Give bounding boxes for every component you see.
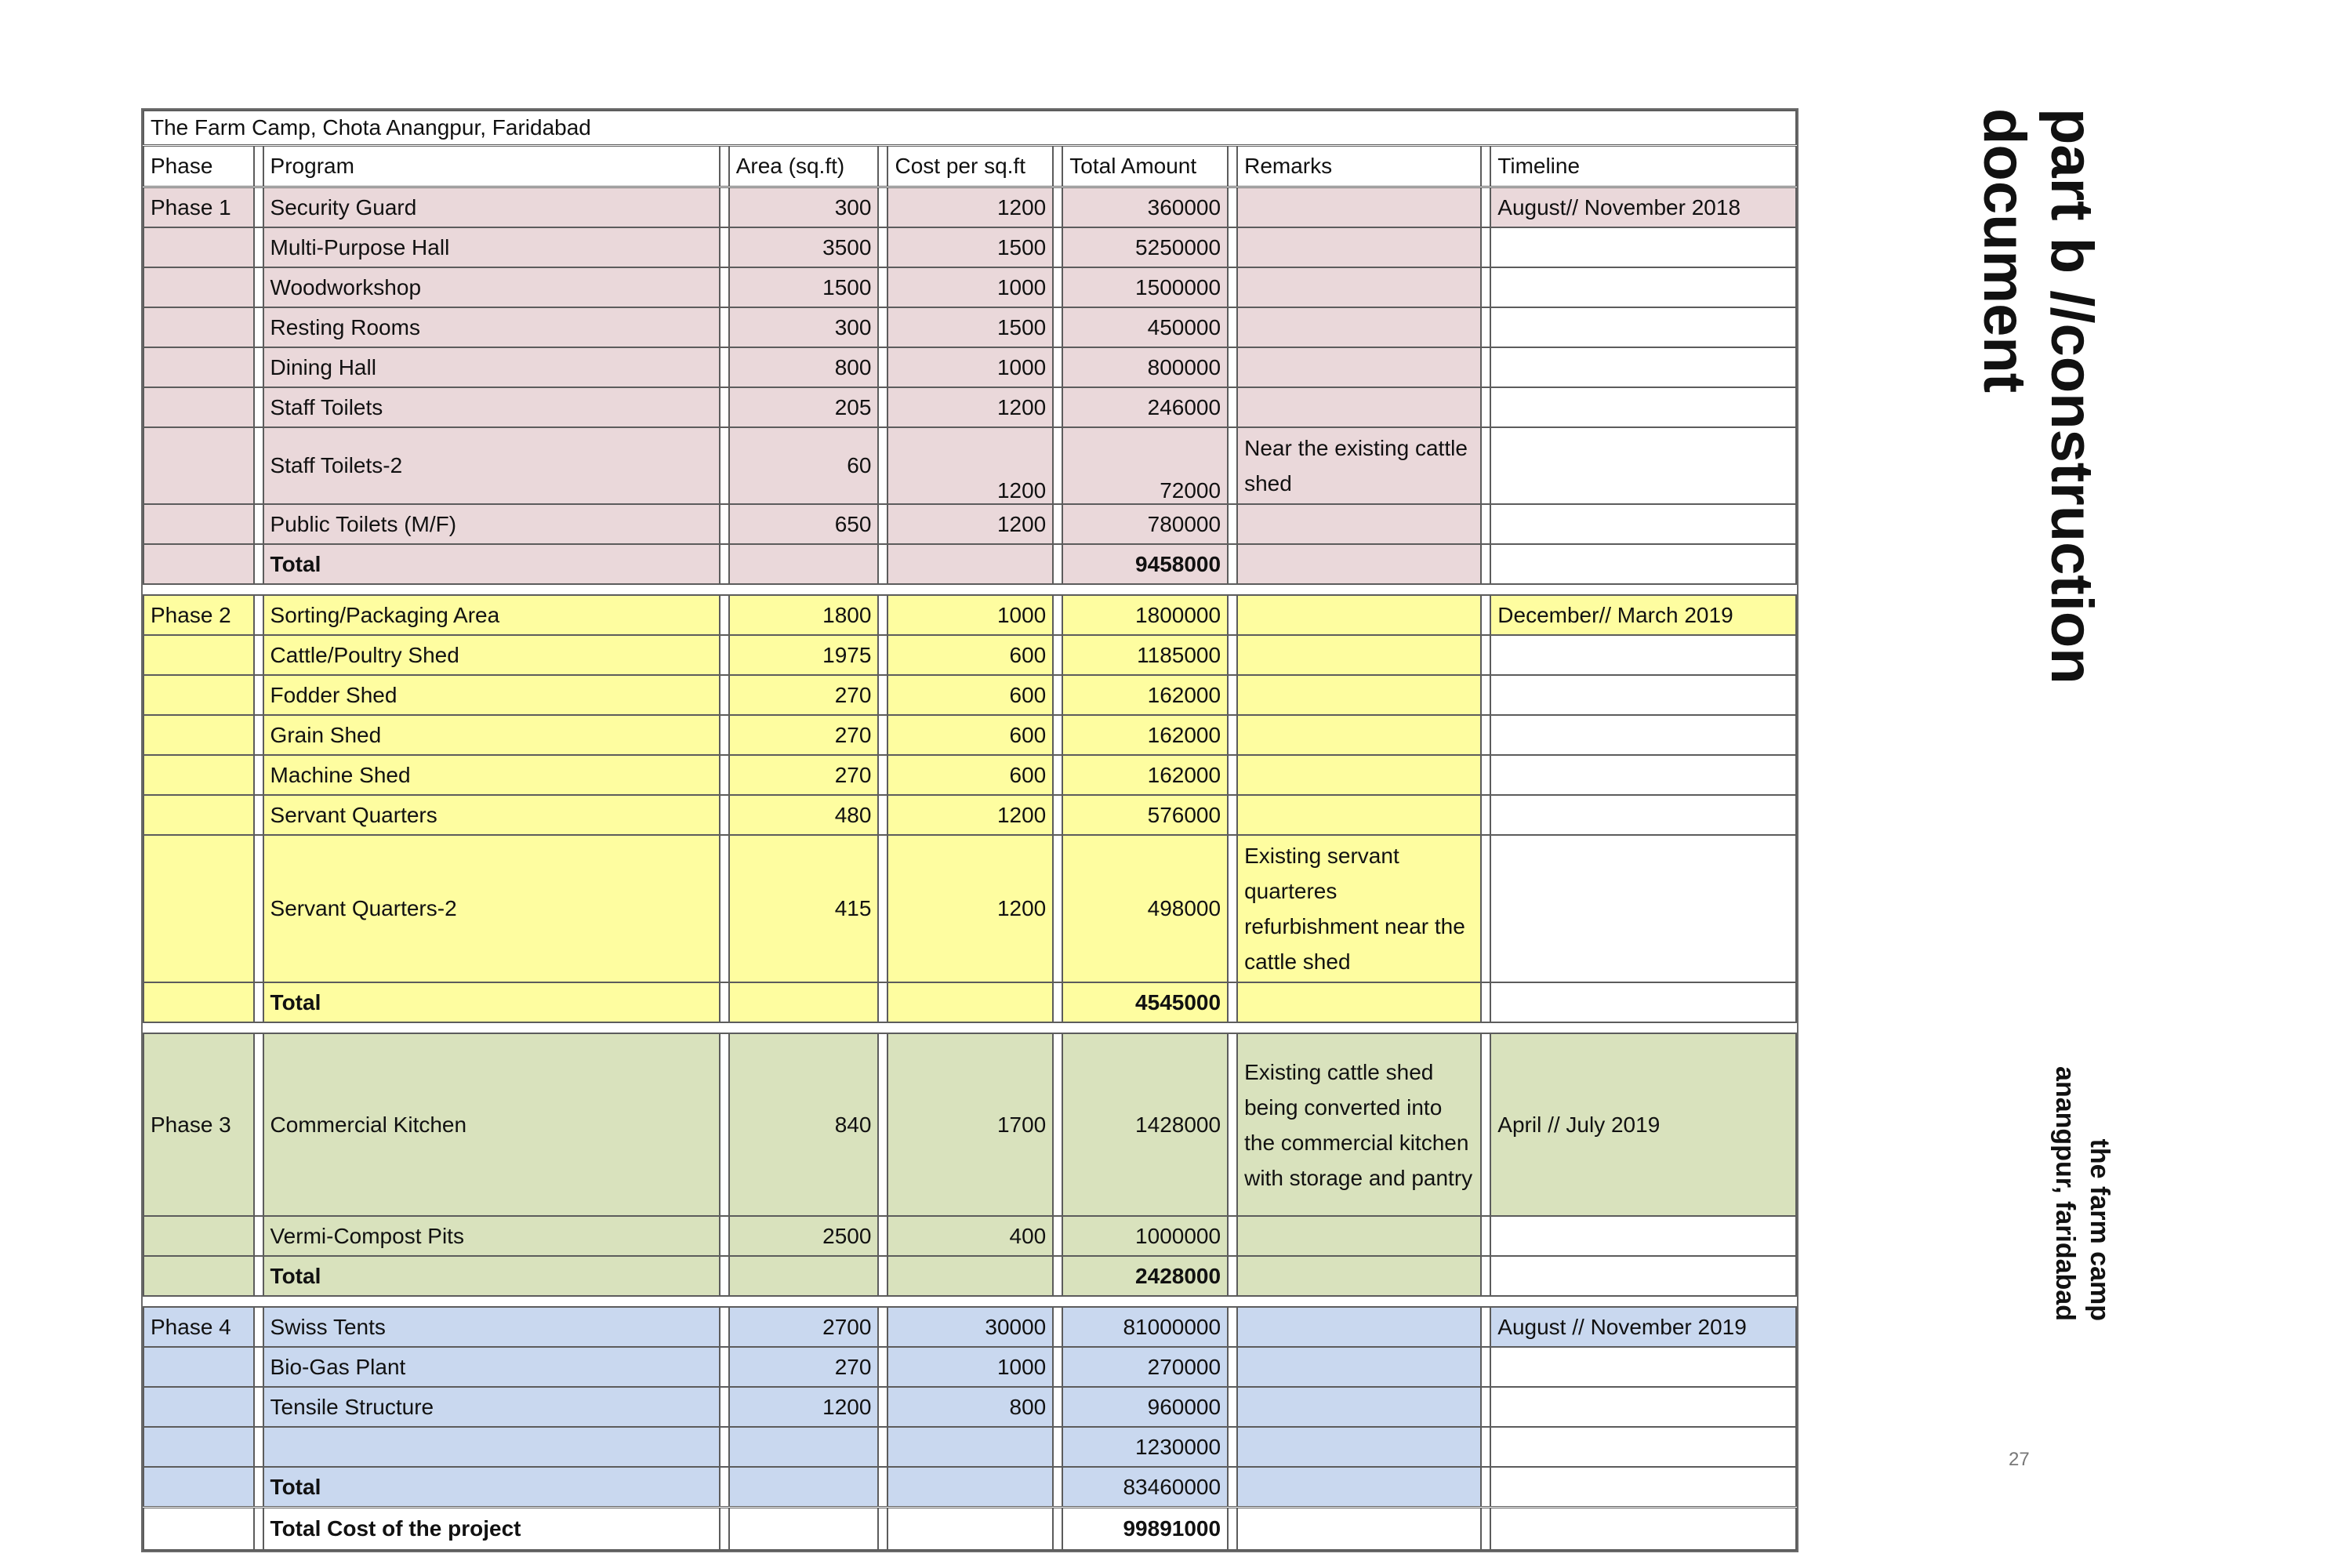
timeline-cell [1490,1256,1796,1296]
project-subtitle-block [2038,1039,2117,1321]
table-row [143,795,1796,835]
remarks-cell [1237,544,1481,584]
program-cell: Machine Shed [263,755,720,795]
timeline-cell: December// March 2019 [1490,595,1796,635]
timeline-cell [1490,267,1796,307]
area-cell: 650 [729,504,879,544]
cost-cell: 1000 [887,267,1053,307]
amount-cell: 1428000 [1062,1033,1228,1216]
timeline-cell [1490,307,1796,347]
timeline-cell [1490,387,1796,427]
timeline-cell [1490,504,1796,544]
area-cell [729,1427,879,1467]
table-row [143,307,1796,347]
remarks-cell [1237,675,1481,715]
table-row [143,1387,1796,1427]
phase-cost-table [143,110,1797,1551]
phase-cell [143,635,254,675]
area-cell: 270 [729,675,879,715]
header-area: Area (sq.ft) [729,146,879,187]
remarks-cell [1237,1347,1481,1387]
area-cell [729,1256,879,1296]
amount-cell: 162000 [1062,675,1228,715]
table-row [143,504,1796,544]
remarks-cell [1237,387,1481,427]
remarks-cell [1237,1427,1481,1467]
area-cell: 800 [729,347,879,387]
phase-total-label: Total [263,544,720,584]
document-title: part b //construction document [1971,108,2105,684]
cost-table [141,108,1798,1552]
cost-cell: 1000 [887,595,1053,635]
phase-cell [143,795,254,835]
area-cell [729,544,879,584]
amount-cell: 81000000 [1062,1307,1228,1347]
phase-cell [143,227,254,267]
header-cost: Cost per sq.ft [887,146,1053,187]
phase-cell [143,982,254,1022]
remarks-cell [1237,1256,1481,1296]
amount-cell: 800000 [1062,347,1228,387]
program-cell: Public Toilets (M/F) [263,504,720,544]
header-remarks: Remarks [1237,146,1481,187]
cost-cell: 1200 [887,795,1053,835]
timeline-cell [1490,715,1796,755]
area-cell: 270 [729,755,879,795]
amount-cell: 1500000 [1062,267,1228,307]
cost-cell: 30000 [887,1307,1053,1347]
remarks-cell [1237,504,1481,544]
cost-cell: 1200 [887,835,1053,982]
remarks-cell [1237,187,1481,228]
phase-total-amount: 83460000 [1062,1467,1228,1508]
cost-cell: 1000 [887,1347,1053,1387]
timeline-cell [1490,544,1796,584]
amount-cell: 1000000 [1062,1216,1228,1256]
program-cell: Vermi-Compost Pits [263,1216,720,1256]
phase-total-row [143,544,1796,584]
table-row [143,1033,1796,1216]
timeline-cell [1490,1467,1796,1508]
header-row [143,146,1796,187]
phase-total-amount: 9458000 [1062,544,1228,584]
timeline-cell [1490,1216,1796,1256]
table-row [143,675,1796,715]
table-row [143,715,1796,755]
grand-total-label: Total Cost of the project [263,1508,720,1551]
program-cell: Sorting/Packaging Area [263,595,720,635]
timeline-cell [1490,635,1796,675]
phase-cell [143,715,254,755]
area-cell: 840 [729,1033,879,1216]
area-cell: 2700 [729,1307,879,1347]
timeline-cell: August // November 2019 [1490,1307,1796,1347]
table-row [143,755,1796,795]
phase-cell [143,1256,254,1296]
timeline-cell [1490,835,1796,982]
header-program: Program [263,146,720,187]
cost-cell [887,1427,1053,1467]
cost-cell: 1200 [887,387,1053,427]
amount-cell: 498000 [1062,835,1228,982]
amount-cell: 270000 [1062,1347,1228,1387]
amount-cell: 780000 [1062,504,1228,544]
cost-cell: 400 [887,1216,1053,1256]
cost-cell: 600 [887,755,1053,795]
timeline-cell [1490,982,1796,1022]
timeline-cell [1490,755,1796,795]
phase-cell [143,544,254,584]
header-timeline: Timeline [1490,146,1796,187]
phase-cell [143,427,254,504]
cost-cell: 1500 [887,307,1053,347]
cost-cell: 600 [887,715,1053,755]
phase-cell [143,1467,254,1508]
phase-cell: Phase 3 [143,1033,254,1216]
phase-cell [143,1347,254,1387]
table-row [143,267,1796,307]
program-cell: Security Guard [263,187,720,228]
phase-cell [143,755,254,795]
header-total: Total Amount [1062,146,1228,187]
table-row [143,387,1796,427]
remarks-cell [1237,227,1481,267]
remarks-cell [1237,595,1481,635]
phase-total-amount: 2428000 [1062,1256,1228,1296]
timeline-cell [1490,347,1796,387]
table-row [143,1307,1796,1347]
cost-cell: 1500 [887,227,1053,267]
area-cell: 270 [729,715,879,755]
program-cell: Servant Quarters-2 [263,835,720,982]
program-cell: Cattle/Poultry Shed [263,635,720,675]
table-row [143,347,1796,387]
program-cell: Bio-Gas Plant [263,1347,720,1387]
phase-cell [143,1427,254,1467]
phase-cell [143,307,254,347]
cost-cell: 600 [887,635,1053,675]
program-cell: Woodworkshop [263,267,720,307]
remarks-cell [1237,755,1481,795]
cost-cell [887,1467,1053,1508]
grand-total-amount: 99891000 [1062,1508,1228,1551]
remarks-cell: Near the existing cattle shed [1237,427,1481,504]
amount-cell: 5250000 [1062,227,1228,267]
area-cell [729,982,879,1022]
remarks-cell [1237,347,1481,387]
remarks-cell [1237,307,1481,347]
remarks-cell: Existing cattle shed being converted into the commercial kitchen with storage and pantry [1237,1033,1481,1216]
table-row [143,595,1796,635]
cost-cell: 1200 [887,187,1053,228]
phase-total-label: Total [263,1256,720,1296]
phase-cell [143,675,254,715]
phase-total-row [143,982,1796,1022]
program-cell: Fodder Shed [263,675,720,715]
area-cell: 270 [729,1347,879,1387]
table-row [143,635,1796,675]
remarks-cell: Existing servant quarteres refurbishment near the cattle shed [1237,835,1481,982]
amount-cell: 960000 [1062,1387,1228,1427]
phase-cell [143,347,254,387]
table-row [143,427,1796,504]
area-cell: 300 [729,187,879,228]
cost-cell: 800 [887,1387,1053,1427]
area-cell: 1500 [729,267,879,307]
cost-cell: 1700 [887,1033,1053,1216]
remarks-cell [1237,1467,1481,1508]
area-cell: 300 [729,307,879,347]
phase-cell [143,1387,254,1427]
program-cell: Servant Quarters [263,795,720,835]
phase-cell: Phase 4 [143,1307,254,1347]
program-cell: Staff Toilets-2 [263,427,720,504]
table-row [143,1216,1796,1256]
program-cell: Multi-Purpose Hall [263,227,720,267]
amount-cell: 162000 [1062,755,1228,795]
phase-cell: Phase 1 [143,187,254,228]
cost-cell [887,1256,1053,1296]
phase-total-amount: 4545000 [1062,982,1228,1022]
table-row [143,187,1796,228]
table-row [143,1427,1796,1467]
remarks-cell [1237,267,1481,307]
amount-cell: 1800000 [1062,595,1228,635]
phase-total-row [143,1256,1796,1296]
phase-cell [143,835,254,982]
cost-cell [887,982,1053,1022]
cost-cell: 1000 [887,347,1053,387]
phase-cell [143,1216,254,1256]
program-cell: Resting Rooms [263,307,720,347]
cost-cell [887,544,1053,584]
phase-cell [143,267,254,307]
cost-cell: 1200 [887,427,1053,504]
area-cell: 60 [729,427,879,504]
timeline-cell [1490,1347,1796,1387]
area-cell: 1975 [729,635,879,675]
remarks-cell [1237,715,1481,755]
header-phase: Phase [143,146,254,187]
area-cell: 3500 [729,227,879,267]
program-cell: Swiss Tents [263,1307,720,1347]
program-cell: Commercial Kitchen [263,1033,720,1216]
remarks-cell [1237,795,1481,835]
program-cell [263,1427,720,1467]
timeline-cell [1490,675,1796,715]
cost-cell: 600 [887,675,1053,715]
project-location: anangpur, faridabad [2050,1066,2080,1321]
area-cell: 415 [729,835,879,982]
timeline-cell [1490,1387,1796,1427]
phase-total-row [143,1467,1796,1508]
phase-cell [143,504,254,544]
document-title-block [1971,108,2105,782]
timeline-cell [1490,227,1796,267]
timeline-cell: April // July 2019 [1490,1033,1796,1216]
timeline-cell: August// November 2018 [1490,187,1796,228]
timeline-cell [1490,1427,1796,1467]
table-row [143,835,1796,982]
program-cell: Dining Hall [263,347,720,387]
remarks-cell [1237,1216,1481,1256]
amount-cell: 246000 [1062,387,1228,427]
amount-cell: 162000 [1062,715,1228,755]
cost-cell: 1200 [887,504,1053,544]
area-cell [729,1467,879,1508]
remarks-cell [1237,1387,1481,1427]
phase-total-label: Total [263,982,720,1022]
phase-total-label: Total [263,1467,720,1508]
area-cell: 1800 [729,595,879,635]
amount-cell: 576000 [1062,795,1228,835]
area-cell: 1200 [729,1387,879,1427]
amount-cell: 360000 [1062,187,1228,228]
area-cell: 480 [729,795,879,835]
phase-cell [143,387,254,427]
table-row [143,1347,1796,1387]
amount-cell: 450000 [1062,307,1228,347]
program-cell: Tensile Structure [263,1387,720,1427]
timeline-cell [1490,427,1796,504]
page-number: 27 [2009,1449,2030,1470]
amount-cell: 1185000 [1062,635,1228,675]
program-cell: Grain Shed [263,715,720,755]
table-row [143,227,1796,267]
area-cell: 205 [729,387,879,427]
remarks-cell [1237,1307,1481,1347]
area-cell: 2500 [729,1216,879,1256]
table-title: The Farm Camp, Chota Anangpur, Faridabad [143,111,1796,146]
phase-cell: Phase 2 [143,595,254,635]
project-name: the farm camp [2085,1138,2114,1321]
remarks-cell [1237,635,1481,675]
amount-cell: 1230000 [1062,1427,1228,1467]
timeline-cell [1490,795,1796,835]
program-cell: Staff Toilets [263,387,720,427]
grand-total-row [143,1508,1796,1551]
remarks-cell [1237,982,1481,1022]
amount-cell: 72000 [1062,427,1228,504]
